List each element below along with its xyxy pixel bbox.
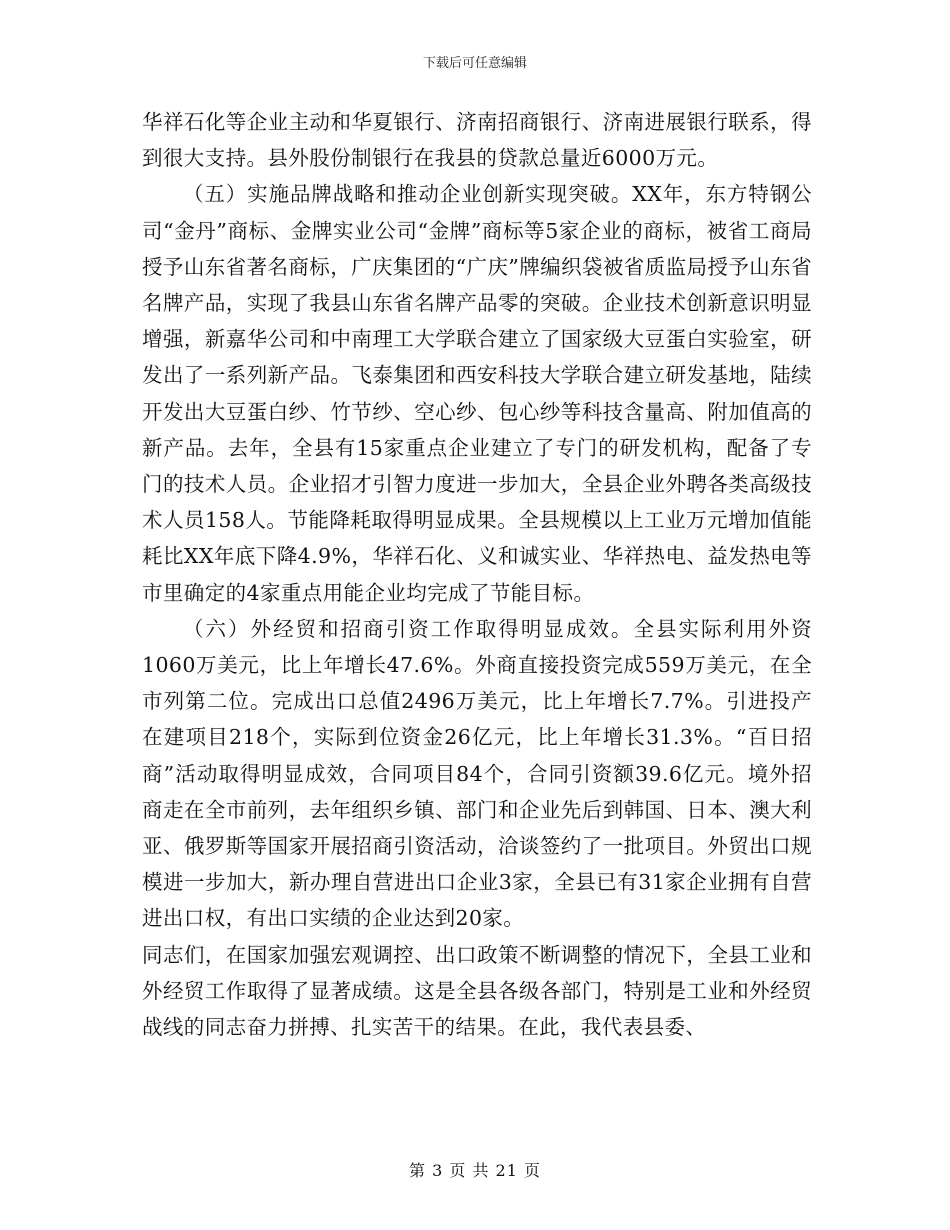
- page-number-footer: 第 3 页 共 21 页: [409, 1161, 541, 1180]
- paragraph-1: 华祥石化等企业主动和华夏银行、济南招商银行、济南进展银行联系，得到很大支持。县外股份制银行在我县的贷款总量近6000万元。: [142, 110, 812, 171]
- paragraph-2: （五）实施品牌战略和推动企业创新实现突破。XX年，东方特钢公司“金丹”商标、金牌实业公司“金牌”商标等5家企业的商标，被省工商局授予山东省著名商标，广庆集团的“广庆”牌编织袋被省质监局授予山东省名牌产品，实现了我县山东省名牌产品零的突破。企业技术创新意识明显增强，新嘉华公司和中南理工大学联合建立了国家级大豆蛋白实验室，研发出了一系列新产品。飞泰集团和西安科技大学联合建立研发基地，陆续开发出大豆蛋白纱、竹节纱、空心纱、包心纱等科技含量高、附加值高的新产品。去年，全县有15家重点企业建立了专门的研发机构，配备了专门的技术人员。企业招才引智力度进一步加大，全县企业外聘各类高级技术人员158人。节能降耗取得明显成果。全县规模以上工业万元增加值能耗比XX年底下降4.9%，华祥石化、义和诚实业、华祥热电、益发热电等市里确定的4家重点用能企业均完成了节能目标。: [142, 182, 812, 605]
- paragraph-4: 同志们，在国家加强宏观调控、出口政策不断调整的情况下，全县工业和外经贸工作取得了显著成绩。这是全县各级各部门，特别是工业和外经贸战线的同志奋力拼搏、扎实苦干的结果。在此，我代表县委、: [142, 942, 812, 1040]
- page-header: 下载后可任意编辑: [422, 56, 527, 71]
- paragraph-3: （六）外经贸和招商引资工作取得明显成效。全县实际利用外资1060万美元，比上年增长47.6%。外商直接投资完成559万美元，在全市列第二位。完成出口总值2496万美元，比上年增长7.7%。引进投产在建项目218个，实际到位资金26亿元，比上年增长31.3%。“百日招商”活动取得明显成效，合同项目84个，合同引资额39.6亿元。境外招商走在全市前列，去年组织乡镇、部门和企业先后到韩国、日本、澳大利亚、俄罗斯等国家开展招商引资活动，洽谈签约了一批项目。外贸出口规模进一步加大，新办理自营进出口企业3家，全县已有31家企业拥有自营进出口权，有出口实绩的企业达到20家。: [142, 616, 812, 931]
- document-body: [142, 104, 812, 1045]
